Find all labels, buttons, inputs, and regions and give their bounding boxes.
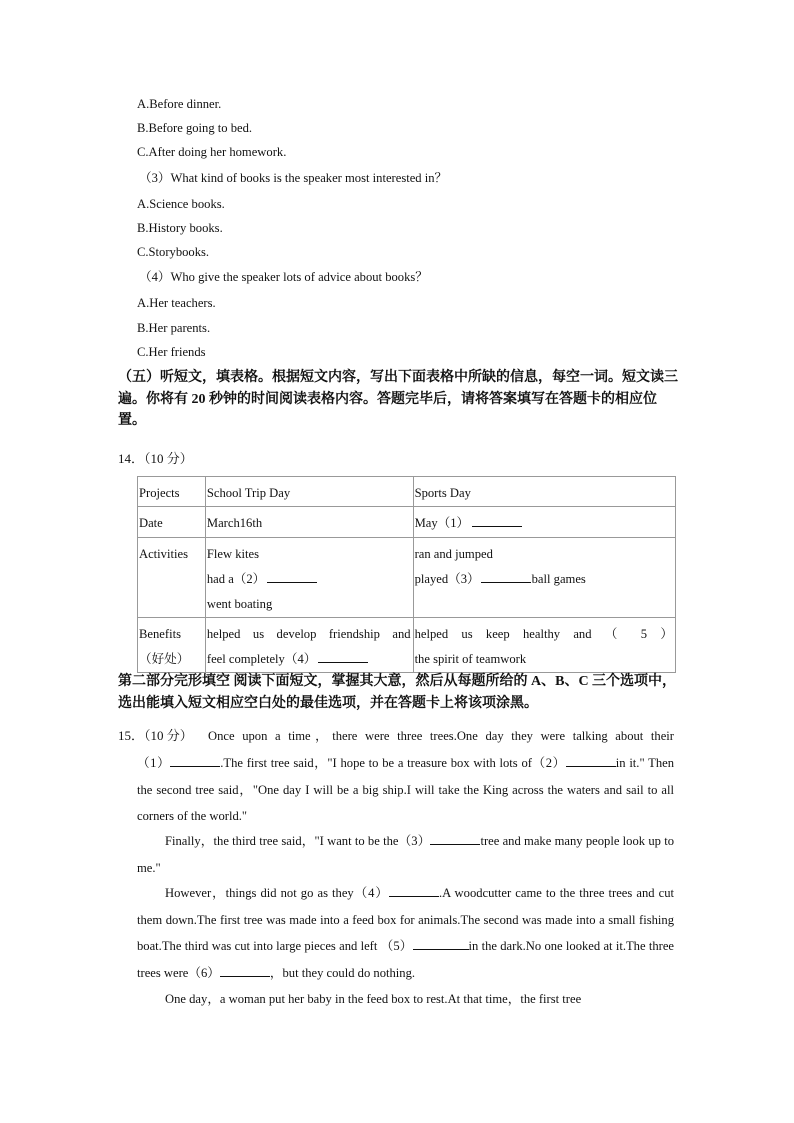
benefits-label-en: Benefits <box>139 627 181 641</box>
cloze-blank-2[interactable] <box>566 754 616 767</box>
option-q4-b: B.Her parents. <box>137 321 211 335</box>
benefits-school-trip <box>205 618 413 673</box>
cloze-blank-1[interactable] <box>170 754 220 767</box>
passage-text: tree and make many people look up to me." <box>137 834 675 875</box>
blank-4-prefix: feel completely（4） <box>206 652 317 666</box>
date-sports-day <box>413 507 675 538</box>
activities-label: Activities <box>138 538 206 618</box>
passage-text: in the dark.No one looked at it.The three trees were（6） <box>137 939 675 980</box>
question-15-number: 15．（10 分） <box>118 728 193 743</box>
passage-text: .A woodcutter came to the three trees and cut them down.The first tree was made into a feed box for animals.The second was made into a small fishing boat.The third was cut into large pieces and left （5） <box>137 886 675 953</box>
blank-1-prefix: May（1） <box>414 516 470 530</box>
benefit-line <box>207 647 411 672</box>
passage-line: Once upon a time，there were three trees.One day they were talking about their <box>208 729 674 743</box>
section-5-heading: （五）听短文，填表格。根据短文内容，写出下面表格中所缺的信息，每空一词。短文读三遍。你将有 20 秒钟的时间阅读表格内容。答题完毕后，请将答案填写在答题卡的相应位置。 <box>118 370 678 428</box>
passage-text: However，things did not go as they（4） <box>165 886 389 900</box>
passage-text: Finally，the third tree said，"I want to be the（3） <box>165 834 431 848</box>
cloze-blank-6[interactable] <box>220 964 270 977</box>
date-school-trip: March16th <box>205 507 413 538</box>
table-header-projects: Projects <box>138 477 206 507</box>
date-label: Date <box>138 507 206 538</box>
option-q3-c: C.Storybooks. <box>137 245 210 259</box>
passage-text: ，but they could do nothing. <box>269 965 416 980</box>
benefits-sports-day <box>413 618 675 673</box>
option-q3-b: B.History books. <box>137 221 223 235</box>
blank-3-prefix: played（3） <box>414 572 480 586</box>
option-q4-c: C.Her friends <box>137 345 206 359</box>
blank-4[interactable] <box>318 650 368 663</box>
option-q2-a: A.Before dinner. <box>137 97 222 111</box>
activities-school-trip <box>205 538 413 618</box>
blank-1[interactable] <box>472 514 522 527</box>
table-row <box>138 618 676 673</box>
activity-item: Flew kites <box>206 547 259 561</box>
passage-text: .The first tree said，"I hope to be a treasure box with lots of（2） <box>220 756 566 770</box>
option-q3-a: A.Science books. <box>137 197 225 211</box>
table-header-school-trip: School Trip Day <box>205 477 413 507</box>
benefits-label-cn: （好处） <box>139 652 190 666</box>
passage-text: Then the second tree said，"One day I will be a big ship.I will take the King across the waters and sail to all corners of the world." <box>137 756 675 823</box>
question-4-stem: （4）Who give the speaker lots of advice about books？ <box>139 270 428 284</box>
cloze-blank-4[interactable] <box>389 884 439 897</box>
passage-paragraph-4: One day，a woman put her baby in the feed box to rest.At that time，the first tree <box>165 992 582 1006</box>
table-header-sports-day: Sports Day <box>413 477 675 507</box>
activity-item: ran and jumped <box>414 547 493 561</box>
part-2-heading: 第二部分完形填空 阅读下面短文，掌握其大意，然后从每题所给的 A、B、C 三个选项中，选出能填入短文相应空白处的最佳选项，并在答题卡上将该项涂黑。 <box>118 674 677 711</box>
benefits-label <box>138 618 206 673</box>
cloze-blank-3[interactable] <box>430 832 480 845</box>
blank-3[interactable] <box>481 570 531 583</box>
table-row <box>138 538 676 618</box>
activity-item <box>415 567 673 592</box>
table-row <box>138 477 676 507</box>
passage-paragraph-1 <box>137 750 674 830</box>
question-3-stem: （3）What kind of books is the speaker most interested in？ <box>139 171 448 185</box>
table-row <box>138 507 676 538</box>
activity-item <box>207 567 411 592</box>
cloze-blank-5[interactable] <box>413 937 469 950</box>
benefit-line: the spirit of teamwork <box>414 652 527 666</box>
option-q4-a: A.Her teachers. <box>137 296 216 310</box>
blank-2-prefix: had a（2） <box>206 572 266 586</box>
question-14-number: 14．（10 分） <box>118 451 193 466</box>
benefit-line: helped us develop friendship and <box>206 627 411 641</box>
benefit-line: helped us keep healthy and （ 5 ） <box>414 627 673 641</box>
activities-sports-day <box>413 538 675 618</box>
fill-in-table <box>137 476 676 673</box>
passage-text: in it." <box>615 756 645 770</box>
activity-item: went boating <box>206 597 273 611</box>
passage-paragraph-3 <box>137 880 674 986</box>
option-q2-b: B.Before going to bed. <box>137 121 253 135</box>
blank-3-suffix: ball games <box>531 572 586 586</box>
option-q2-c: C.After doing her homework. <box>137 145 287 159</box>
passage-paragraph-2 <box>137 828 674 881</box>
blank-2[interactable] <box>267 570 317 583</box>
blank-prefix: （1） <box>137 756 171 770</box>
